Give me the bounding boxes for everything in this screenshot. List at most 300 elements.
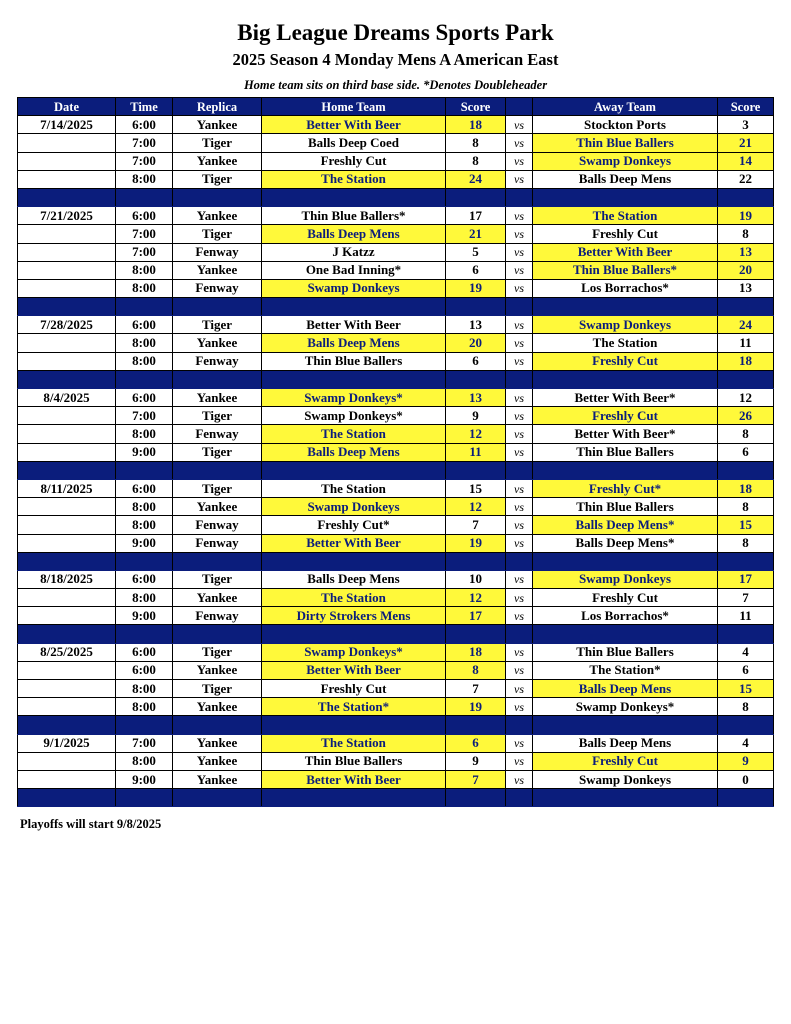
away-team: The Station <box>533 207 718 225</box>
game-replica-field: Fenway <box>173 279 262 297</box>
separator-cell <box>533 461 718 479</box>
game-row <box>18 752 774 770</box>
game-date <box>18 589 116 607</box>
separator-cell <box>262 789 446 807</box>
away-score: 11 <box>718 334 774 352</box>
game-row <box>18 170 774 188</box>
away-score: 7 <box>718 589 774 607</box>
away-team: Swamp Donkeys <box>533 770 718 788</box>
away-team: Freshly Cut <box>533 225 718 243</box>
week-separator-row <box>18 716 774 734</box>
game-time: 6:00 <box>116 643 173 661</box>
away-score: 8 <box>718 698 774 716</box>
game-replica-field: Fenway <box>173 516 262 534</box>
vs-label: vs <box>506 243 533 261</box>
game-row <box>18 534 774 552</box>
away-score: 18 <box>718 479 774 497</box>
away-team: Balls Deep Mens* <box>533 516 718 534</box>
week-separator-row <box>18 188 774 206</box>
home-team: Balls Deep Mens <box>262 334 446 352</box>
header-row <box>18 98 774 116</box>
home-score: 24 <box>446 170 506 188</box>
separator-cell <box>18 716 116 734</box>
game-time: 8:00 <box>116 680 173 698</box>
home-team: Swamp Donkeys* <box>262 389 446 407</box>
game-row <box>18 334 774 352</box>
away-score: 12 <box>718 389 774 407</box>
home-score: 7 <box>446 516 506 534</box>
separator-cell <box>506 461 533 479</box>
away-score: 8 <box>718 225 774 243</box>
home-team: Thin Blue Ballers <box>262 752 446 770</box>
away-team: Thin Blue Ballers <box>533 134 718 152</box>
separator-cell <box>446 188 506 206</box>
game-replica-field: Yankee <box>173 389 262 407</box>
separator-cell <box>262 552 446 570</box>
away-score: 15 <box>718 680 774 698</box>
game-row <box>18 570 774 588</box>
separator-cell <box>116 716 173 734</box>
home-score: 18 <box>446 643 506 661</box>
game-date: 7/28/2025 <box>18 316 116 334</box>
away-score: 13 <box>718 279 774 297</box>
away-team: Freshly Cut <box>533 752 718 770</box>
game-row <box>18 661 774 679</box>
away-score: 8 <box>718 534 774 552</box>
game-date <box>18 498 116 516</box>
week-separator-row <box>18 625 774 643</box>
separator-cell <box>18 789 116 807</box>
separator-cell <box>718 789 774 807</box>
game-row <box>18 516 774 534</box>
column-header-replica: Replica <box>173 98 262 116</box>
away-score: 6 <box>718 661 774 679</box>
separator-cell <box>446 461 506 479</box>
separator-cell <box>718 461 774 479</box>
home-team: One Bad Inning* <box>262 261 446 279</box>
away-score: 8 <box>718 498 774 516</box>
game-replica-field: Yankee <box>173 770 262 788</box>
vs-label: vs <box>506 425 533 443</box>
away-team: Balls Deep Mens <box>533 734 718 752</box>
column-header-home-score: Score <box>446 98 506 116</box>
separator-cell <box>116 789 173 807</box>
away-team: Better With Beer <box>533 243 718 261</box>
separator-cell <box>533 716 718 734</box>
separator-cell <box>718 188 774 206</box>
game-time: 7:00 <box>116 407 173 425</box>
away-score: 4 <box>718 643 774 661</box>
game-row <box>18 607 774 625</box>
game-replica-field: Yankee <box>173 661 262 679</box>
game-date <box>18 607 116 625</box>
home-score: 17 <box>446 607 506 625</box>
separator-cell <box>173 716 262 734</box>
away-score: 9 <box>718 752 774 770</box>
game-row <box>18 479 774 497</box>
game-time: 6:00 <box>116 389 173 407</box>
separator-cell <box>506 625 533 643</box>
game-row <box>18 243 774 261</box>
game-time: 8:00 <box>116 170 173 188</box>
game-replica-field: Yankee <box>173 116 262 134</box>
vs-label: vs <box>506 207 533 225</box>
game-time: 9:00 <box>116 443 173 461</box>
separator-cell <box>262 716 446 734</box>
separator-cell <box>262 298 446 316</box>
home-score: 13 <box>446 389 506 407</box>
away-team: Swamp Donkeys <box>533 316 718 334</box>
game-time: 8:00 <box>116 352 173 370</box>
vs-label: vs <box>506 516 533 534</box>
separator-cell <box>533 370 718 388</box>
game-replica-field: Tiger <box>173 680 262 698</box>
game-time: 8:00 <box>116 498 173 516</box>
home-score: 5 <box>446 243 506 261</box>
separator-cell <box>718 625 774 643</box>
separator-cell <box>718 370 774 388</box>
separator-cell <box>446 716 506 734</box>
game-date <box>18 698 116 716</box>
home-team: The Station <box>262 425 446 443</box>
away-team: Freshly Cut <box>533 352 718 370</box>
vs-label: vs <box>506 316 533 334</box>
game-row <box>18 261 774 279</box>
game-replica-field: Tiger <box>173 316 262 334</box>
game-date: 8/4/2025 <box>18 389 116 407</box>
away-score: 26 <box>718 407 774 425</box>
separator-cell <box>506 552 533 570</box>
separator-cell <box>116 298 173 316</box>
home-team: Balls Deep Mens <box>262 225 446 243</box>
game-time: 9:00 <box>116 607 173 625</box>
game-date <box>18 352 116 370</box>
vs-label: vs <box>506 152 533 170</box>
schedule-note: Home team sits on third base side. *Denotes Doubleheader <box>243 78 548 92</box>
away-team: Thin Blue Ballers <box>533 643 718 661</box>
home-team: Swamp Donkeys <box>262 279 446 297</box>
home-team: Thin Blue Ballers* <box>262 207 446 225</box>
away-score: 21 <box>718 134 774 152</box>
game-time: 9:00 <box>116 534 173 552</box>
away-score: 13 <box>718 243 774 261</box>
game-row <box>18 352 774 370</box>
home-score: 19 <box>446 534 506 552</box>
home-team: Better With Beer <box>262 661 446 679</box>
home-team: Freshly Cut <box>262 680 446 698</box>
column-header-vs <box>506 98 533 116</box>
game-time: 9:00 <box>116 770 173 788</box>
vs-label: vs <box>506 352 533 370</box>
game-replica-field: Yankee <box>173 261 262 279</box>
separator-cell <box>116 625 173 643</box>
away-team: The Station* <box>533 661 718 679</box>
game-row <box>18 643 774 661</box>
separator-cell <box>718 716 774 734</box>
game-time: 8:00 <box>116 334 173 352</box>
home-team: Swamp Donkeys* <box>262 407 446 425</box>
separator-cell <box>533 789 718 807</box>
game-time: 8:00 <box>116 589 173 607</box>
away-team: Better With Beer* <box>533 389 718 407</box>
game-replica-field: Fenway <box>173 425 262 443</box>
vs-label: vs <box>506 770 533 788</box>
home-score: 6 <box>446 734 506 752</box>
home-score: 12 <box>446 425 506 443</box>
separator-cell <box>116 461 173 479</box>
away-score: 6 <box>718 443 774 461</box>
game-date <box>18 752 116 770</box>
game-row <box>18 407 774 425</box>
separator-cell <box>533 298 718 316</box>
away-score: 3 <box>718 116 774 134</box>
separator-cell <box>173 625 262 643</box>
page-title: Big League Dreams Sports Park <box>237 20 554 45</box>
home-team: The Station <box>262 734 446 752</box>
game-row <box>18 698 774 716</box>
vs-label: vs <box>506 479 533 497</box>
game-row <box>18 498 774 516</box>
away-score: 0 <box>718 770 774 788</box>
week-separator-row <box>18 552 774 570</box>
game-date <box>18 516 116 534</box>
away-score: 4 <box>718 734 774 752</box>
game-replica-field: Fenway <box>173 534 262 552</box>
column-header-time: Time <box>116 98 173 116</box>
home-score: 18 <box>446 116 506 134</box>
home-team: Thin Blue Ballers <box>262 352 446 370</box>
game-time: 8:00 <box>116 752 173 770</box>
game-replica-field: Tiger <box>173 225 262 243</box>
game-replica-field: Yankee <box>173 698 262 716</box>
home-score: 20 <box>446 334 506 352</box>
home-score: 7 <box>446 770 506 788</box>
vs-label: vs <box>506 698 533 716</box>
separator-cell <box>533 552 718 570</box>
game-row <box>18 225 774 243</box>
game-date <box>18 134 116 152</box>
separator-cell <box>533 625 718 643</box>
game-time: 8:00 <box>116 698 173 716</box>
game-row <box>18 443 774 461</box>
home-score: 19 <box>446 698 506 716</box>
separator-cell <box>446 370 506 388</box>
home-team: Balls Deep Mens <box>262 570 446 588</box>
home-team: Swamp Donkeys* <box>262 643 446 661</box>
home-team: The Station <box>262 170 446 188</box>
vs-label: vs <box>506 116 533 134</box>
game-row <box>18 152 774 170</box>
game-time: 7:00 <box>116 734 173 752</box>
home-team: Balls Deep Coed <box>262 134 446 152</box>
separator-cell <box>173 298 262 316</box>
schedule-table <box>17 97 774 807</box>
away-team: Swamp Donkeys <box>533 152 718 170</box>
away-score: 15 <box>718 516 774 534</box>
game-row <box>18 425 774 443</box>
away-score: 22 <box>718 170 774 188</box>
home-score: 11 <box>446 443 506 461</box>
game-date <box>18 425 116 443</box>
game-time: 6:00 <box>116 207 173 225</box>
away-team: Thin Blue Ballers <box>533 443 718 461</box>
vs-label: vs <box>506 570 533 588</box>
separator-cell <box>718 552 774 570</box>
game-time: 6:00 <box>116 116 173 134</box>
game-replica-field: Tiger <box>173 479 262 497</box>
game-date <box>18 170 116 188</box>
separator-cell <box>18 461 116 479</box>
vs-label: vs <box>506 134 533 152</box>
separator-cell <box>173 370 262 388</box>
away-team: Freshly Cut <box>533 589 718 607</box>
home-score: 12 <box>446 589 506 607</box>
home-score: 6 <box>446 261 506 279</box>
away-score: 24 <box>718 316 774 334</box>
home-team: Swamp Donkeys <box>262 498 446 516</box>
game-time: 6:00 <box>116 316 173 334</box>
game-time: 8:00 <box>116 516 173 534</box>
separator-cell <box>262 625 446 643</box>
game-date: 8/18/2025 <box>18 570 116 588</box>
vs-label: vs <box>506 279 533 297</box>
game-replica-field: Tiger <box>173 570 262 588</box>
game-replica-field: Tiger <box>173 407 262 425</box>
game-row <box>18 680 774 698</box>
home-team: Dirty Strokers Mens <box>262 607 446 625</box>
vs-label: vs <box>506 752 533 770</box>
separator-cell <box>116 370 173 388</box>
home-score: 7 <box>446 680 506 698</box>
away-team: Freshly Cut <box>533 407 718 425</box>
separator-cell <box>18 370 116 388</box>
separator-cell <box>116 552 173 570</box>
game-time: 7:00 <box>116 134 173 152</box>
vs-label: vs <box>506 170 533 188</box>
home-score: 12 <box>446 498 506 516</box>
vs-label: vs <box>506 498 533 516</box>
game-date <box>18 534 116 552</box>
away-team: Freshly Cut* <box>533 479 718 497</box>
away-team: Balls Deep Mens <box>533 680 718 698</box>
separator-cell <box>116 188 173 206</box>
home-score: 8 <box>446 134 506 152</box>
separator-cell <box>446 789 506 807</box>
game-row <box>18 389 774 407</box>
game-replica-field: Tiger <box>173 443 262 461</box>
home-team: Better With Beer <box>262 116 446 134</box>
separator-cell <box>506 716 533 734</box>
separator-cell <box>18 298 116 316</box>
home-score: 19 <box>446 279 506 297</box>
home-score: 8 <box>446 661 506 679</box>
vs-label: vs <box>506 589 533 607</box>
page-subtitle: 2025 Season 4 Monday Mens A American East <box>232 50 559 69</box>
separator-cell <box>262 188 446 206</box>
game-row <box>18 734 774 752</box>
separator-cell <box>446 552 506 570</box>
home-team: Freshly Cut* <box>262 516 446 534</box>
home-score: 9 <box>446 752 506 770</box>
away-score: 19 <box>718 207 774 225</box>
separator-cell <box>18 188 116 206</box>
vs-label: vs <box>506 334 533 352</box>
vs-label: vs <box>506 661 533 679</box>
separator-cell <box>506 298 533 316</box>
away-team: Stockton Ports <box>533 116 718 134</box>
away-team: Los Borrachos* <box>533 279 718 297</box>
separator-cell <box>446 625 506 643</box>
game-date: 7/21/2025 <box>18 207 116 225</box>
separator-cell <box>506 370 533 388</box>
separator-cell <box>173 461 262 479</box>
vs-label: vs <box>506 680 533 698</box>
away-team: Los Borrachos* <box>533 607 718 625</box>
game-time: 7:00 <box>116 243 173 261</box>
game-replica-field: Tiger <box>173 170 262 188</box>
game-date <box>18 443 116 461</box>
game-time: 7:00 <box>116 225 173 243</box>
game-replica-field: Tiger <box>173 643 262 661</box>
home-score: 10 <box>446 570 506 588</box>
game-time: 8:00 <box>116 425 173 443</box>
home-team: Better With Beer <box>262 534 446 552</box>
game-replica-field: Tiger <box>173 134 262 152</box>
vs-label: vs <box>506 607 533 625</box>
game-time: 8:00 <box>116 261 173 279</box>
vs-label: vs <box>506 407 533 425</box>
game-date: 7/14/2025 <box>18 116 116 134</box>
game-row <box>18 770 774 788</box>
game-time: 6:00 <box>116 661 173 679</box>
game-date <box>18 261 116 279</box>
game-replica-field: Yankee <box>173 589 262 607</box>
game-date <box>18 279 116 297</box>
vs-label: vs <box>506 389 533 407</box>
separator-cell <box>718 298 774 316</box>
away-score: 20 <box>718 261 774 279</box>
away-team: Balls Deep Mens <box>533 170 718 188</box>
separator-cell <box>262 461 446 479</box>
game-date <box>18 152 116 170</box>
game-replica-field: Yankee <box>173 734 262 752</box>
game-time: 6:00 <box>116 570 173 588</box>
home-team: Better With Beer <box>262 770 446 788</box>
separator-cell <box>173 552 262 570</box>
home-score: 13 <box>446 316 506 334</box>
home-score: 8 <box>446 152 506 170</box>
vs-label: vs <box>506 534 533 552</box>
column-header-away-score: Score <box>718 98 774 116</box>
game-replica-field: Fenway <box>173 352 262 370</box>
vs-label: vs <box>506 225 533 243</box>
game-date <box>18 225 116 243</box>
away-score: 18 <box>718 352 774 370</box>
game-date <box>18 334 116 352</box>
separator-cell <box>173 789 262 807</box>
away-team: Balls Deep Mens* <box>533 534 718 552</box>
game-date: 8/25/2025 <box>18 643 116 661</box>
game-row <box>18 134 774 152</box>
game-replica-field: Yankee <box>173 207 262 225</box>
home-team: The Station* <box>262 698 446 716</box>
playoffs-note: Playoffs will start 9/8/2025 <box>20 817 162 831</box>
week-separator-row <box>18 461 774 479</box>
game-row <box>18 589 774 607</box>
home-team: Better With Beer <box>262 316 446 334</box>
vs-label: vs <box>506 443 533 461</box>
home-team: Balls Deep Mens <box>262 443 446 461</box>
